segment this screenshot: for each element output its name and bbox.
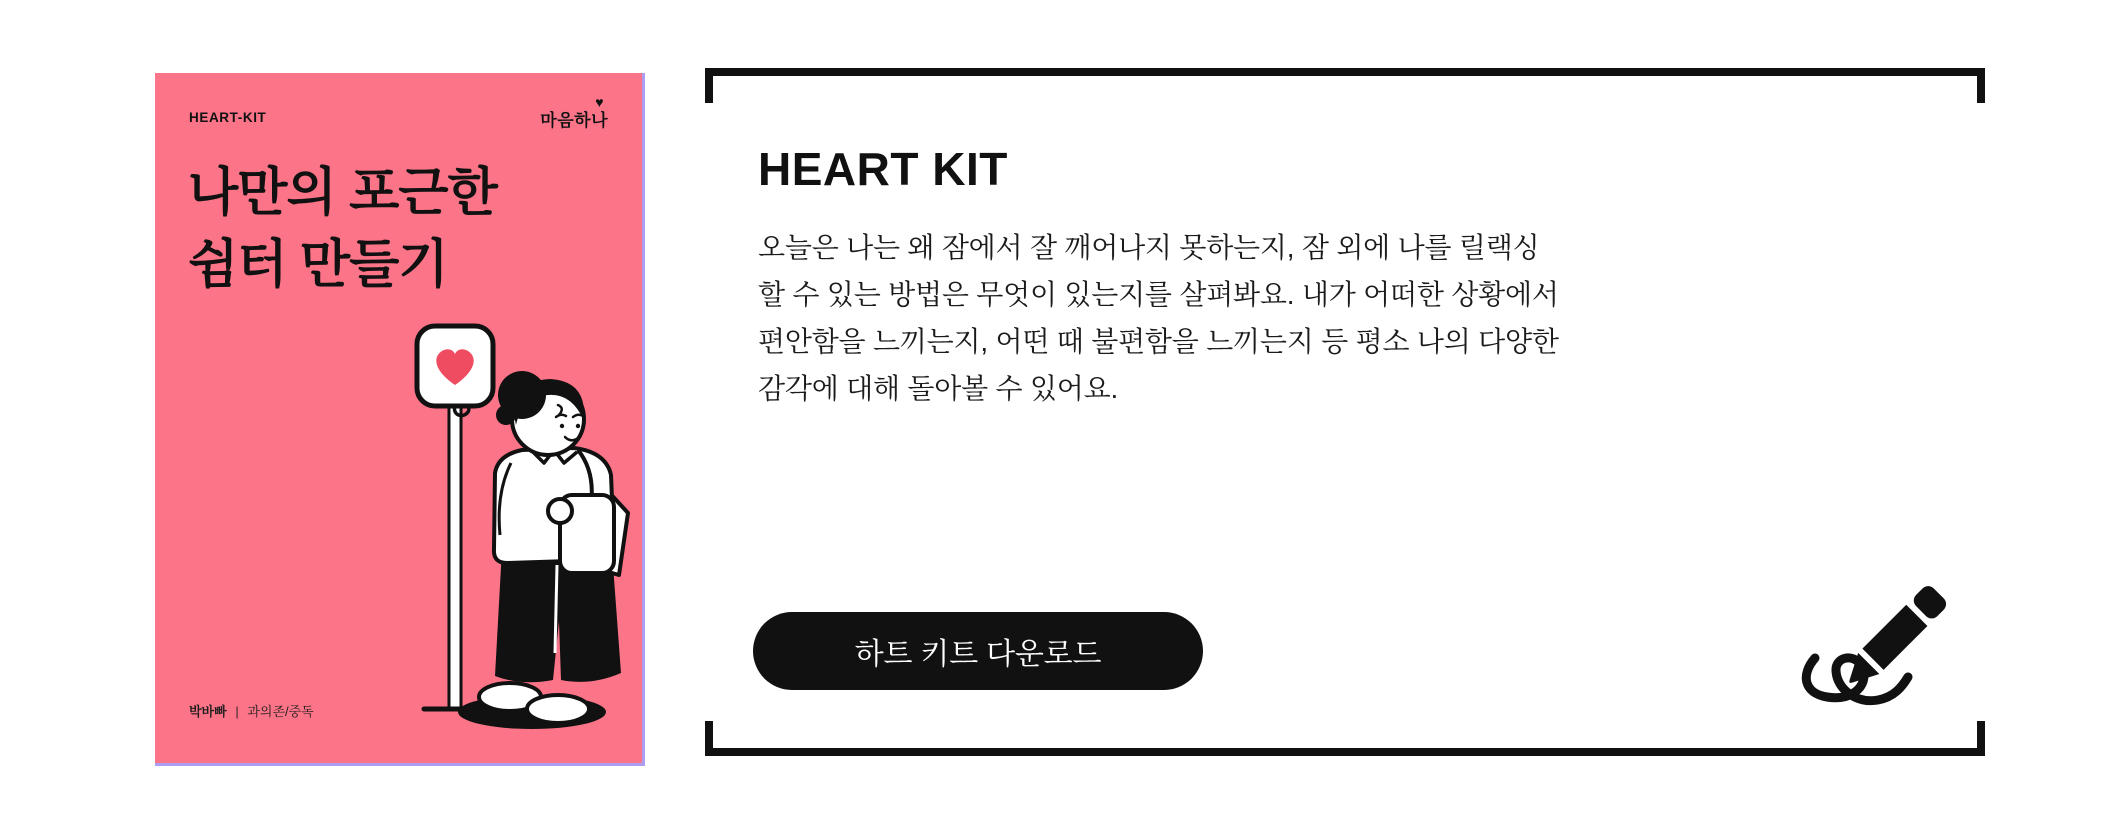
panel-description	[758, 224, 1559, 412]
credit-author: 박바빠	[189, 704, 227, 719]
frame-bracket-top	[705, 68, 1985, 103]
heart-kit-download-button[interactable]: 하트 키트 다운로드	[753, 612, 1203, 690]
description-line: 오늘은 나는 왜 잠에서 잘 깨어나지 못하는지, 잠 외에 나를 릴랙싱	[758, 232, 1540, 263]
pencil-scribble-icon	[1793, 558, 1953, 718]
frame-bracket-bottom	[705, 721, 1985, 756]
poster-title-line1: 나만의 포근한	[188, 164, 497, 222]
description-line: 할 수 있는 방법은 무엇이 있는지를 살펴봐요. 내가 어떠한 상황에서	[758, 279, 1559, 310]
panel-heading: HEART KIT	[758, 143, 1008, 195]
brand-logo	[540, 94, 608, 131]
credit-separator: |	[235, 704, 239, 719]
description-line: 감각에 대해 돌아볼 수 있어요.	[758, 373, 1119, 404]
woman-figure	[479, 371, 628, 723]
sign-pole	[449, 403, 461, 709]
poster-title	[188, 157, 497, 301]
poster-credit	[189, 701, 314, 720]
brand-heart-icon: ♥	[595, 94, 604, 110]
heart-sign-woman-illustration	[410, 323, 645, 735]
brand-logo-text: 마음하나	[540, 111, 608, 130]
description-line: 편안함을 느끼는지, 어떤 때 불편함을 느끼는지 등 평소 나의 다양한	[758, 326, 1559, 357]
heart-kit-poster[interactable]	[155, 73, 645, 766]
credit-category: 과의존/중독	[247, 704, 314, 719]
poster-kit-label: HEART-KIT	[189, 110, 267, 125]
poster-title-line2: 쉼터 만들기	[188, 236, 448, 294]
